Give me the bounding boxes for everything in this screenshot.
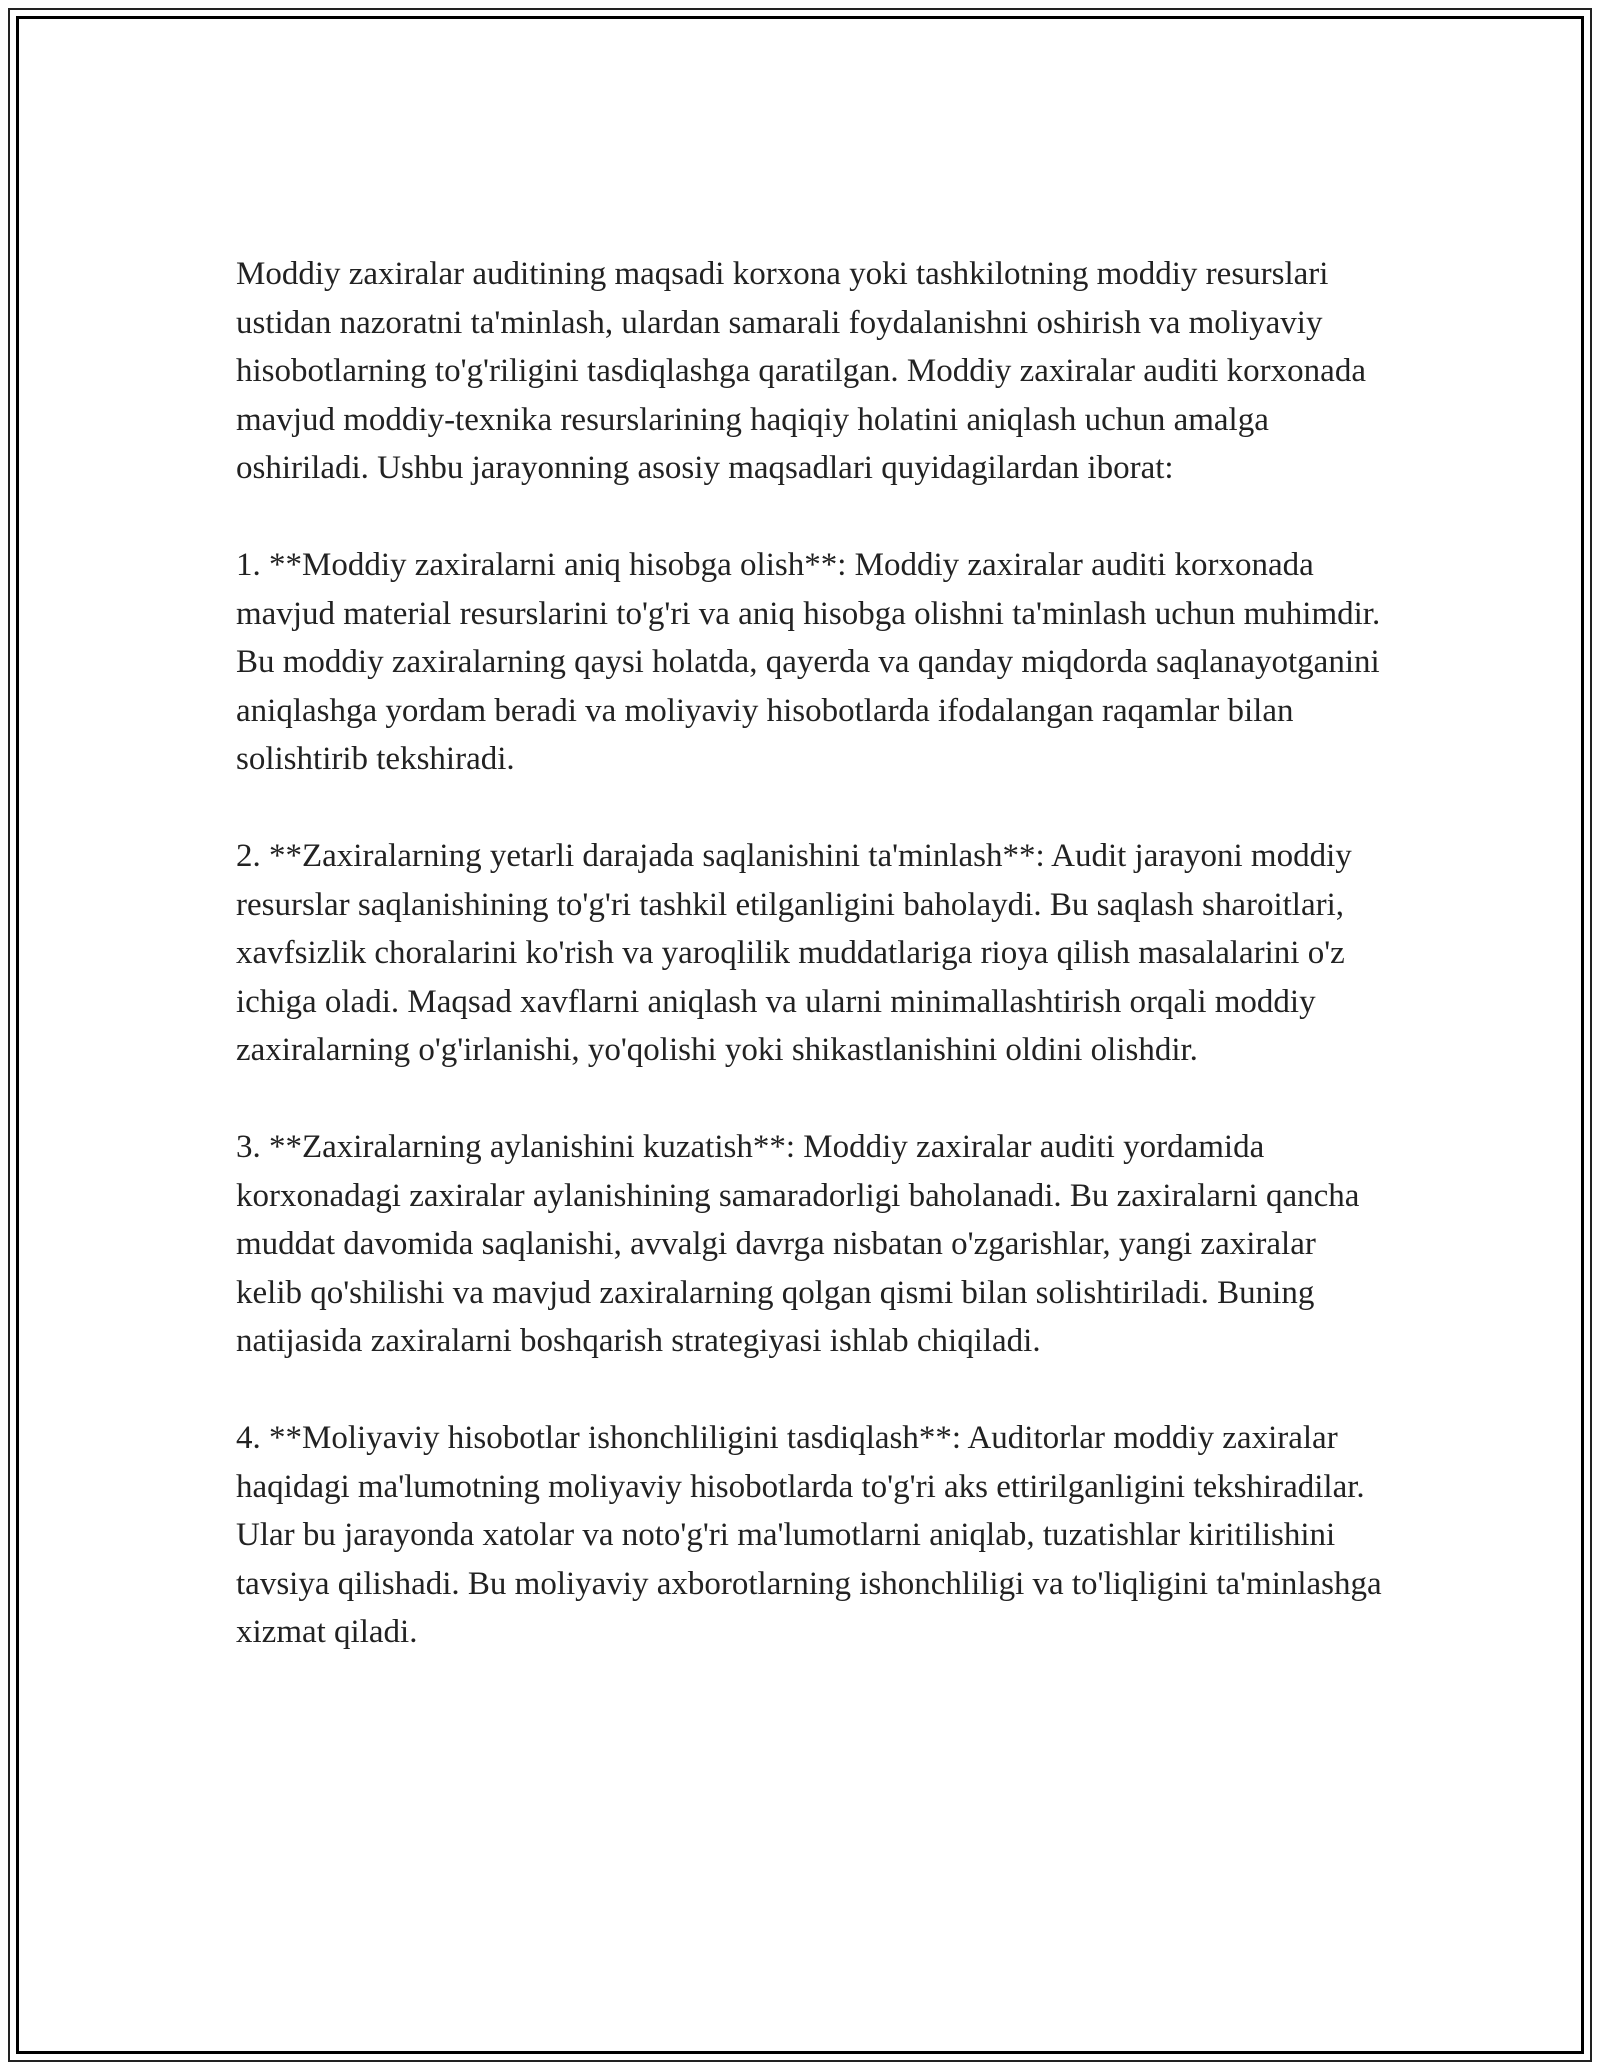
list-item-3-paragraph: 3. **Zaxiralarning aylanishini kuzatish**: Moddiy zaxiralar auditi yordamida korxonadagi zaxiralar aylanishining samaradorligi baholanadi. Bu zaxiralarni qancha muddat davomida saqlanishi, avvalgi davrga nisbatan o'zgarishlar, yangi zaxiralar kelib qo'shilishi va mavjud zaxiralarning qolgan qismi bilan solishtiriladi. Buning natijasida zaxiralarni boshqarish strategiyasi ishlab chiqiladi. xyxy=(236,1129,1360,1359)
list-item-2-paragraph: 2. **Zaxiralarning yetarli darajada saqlanishini ta'minlash**: Audit jarayoni moddiy resurslar saqlanishining to'g'ri tashkil etilganligini baholaydi. Bu saqlash sharoitlari, xavfsizlik choralarini ko'rish va yaroqlilik muddatlariga rioya qilish masalalarini o'z ichiga oladi. Maqsad xavflarni aniqlash va ularni minimallashtirish orqali moddiy zaxiralarning o'g'irlanishi, yo'qolishi yoki shikastlanishini oldini olishdir. xyxy=(236,838,1352,1068)
intro-paragraph: Moddiy zaxiralar auditining maqsadi korxona yoki tashkilotning moddiy resurslari ustidan nazoratni ta'minlash, ulardan samarali foydalanishni oshirish va moliyaviy hisobotlarning to'g'riligini tasdiqlashga qaratilgan. Moddiy zaxiralar auditi korxonada mavjud moddiy-texnika resurslarining haqiqiy holatini aniqlash uchun amalga oshiriladi. Ushbu jarayonning asosiy maqsadlari quyidagilardan iborat: xyxy=(236,256,1366,486)
document-body xyxy=(236,250,1386,1657)
list-item-4-paragraph: 4. **Moliyaviy hisobotlar ishonchliligini tasdiqlash**: Auditorlar moddiy zaxiralar haqidagi ma'lumotning moliyaviy hisobotlarda to'g'ri aks ettirilganligini tekshiradilar. Ular bu jarayonda xatolar va noto'g'ri ma'lumotlarni aniqlab, tuzatishlar kiritilishini tavsiya qilishadi. Bu moliyaviy axborotlarning ishonchliligi va to'liqligini ta'minlashga xizmat qiladi. xyxy=(236,1420,1382,1650)
list-item-1-paragraph: 1. **Moddiy zaxiralarni aniq hisobga olish**: Moddiy zaxiralar auditi korxonada mavjud material resurslarini to'g'ri va aniq hisobga olishni ta'minlash uchun muhimdir. Bu moddiy zaxiralarning qaysi holatda, qayerda va qanday miqdorda saqlanayotganini aniqlashga yordam beradi va moliyaviy hisobotlarda ifodalangan raqamlar bilan solishtirib tekshiradi. xyxy=(236,547,1381,777)
